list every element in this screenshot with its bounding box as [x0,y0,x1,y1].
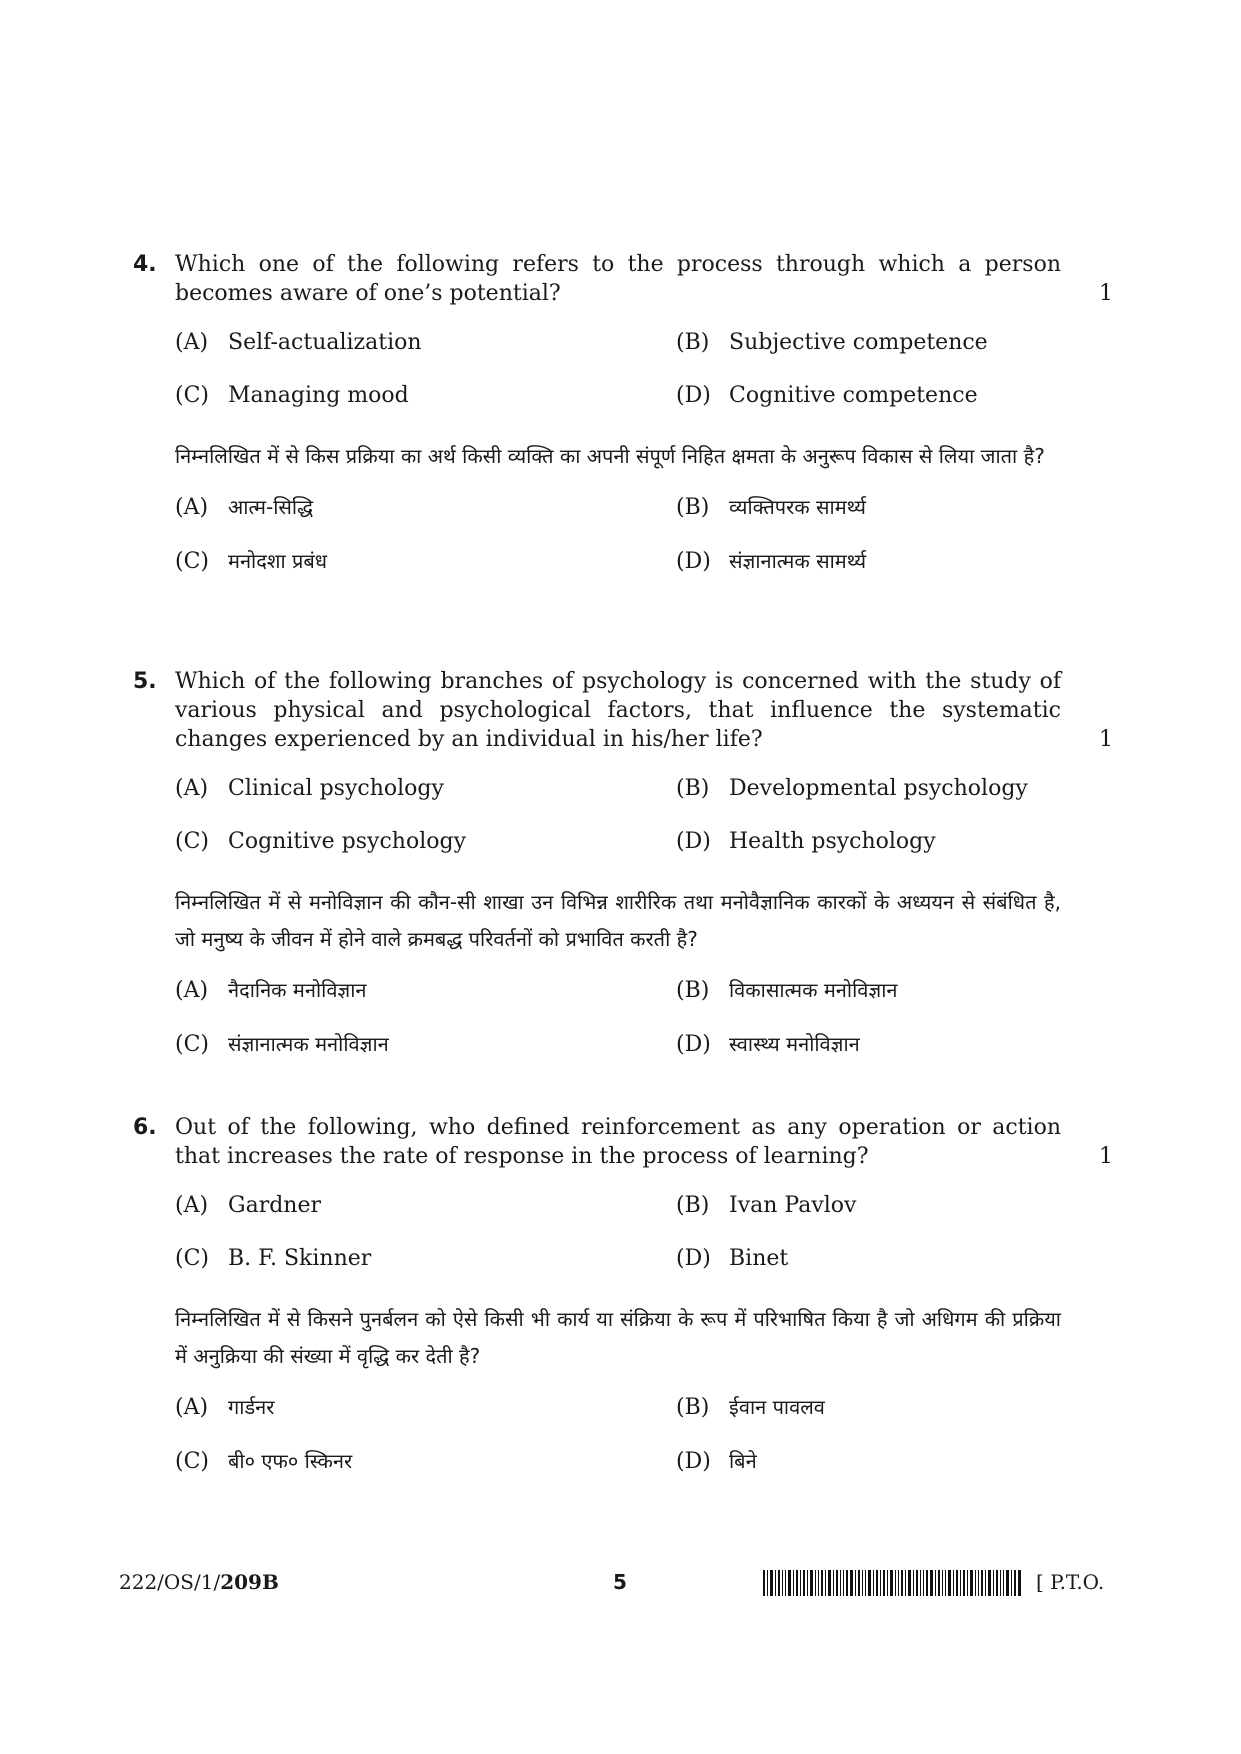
options-english [175,774,1061,856]
question-6 [133,1113,1123,1476]
option-c: (C) B. F. Skinner [175,1246,372,1271]
options-hindi [175,493,1061,576]
option-c-hindi: (C) संज्ञानात्मक मनोविज्ञान [175,1032,389,1057]
options-english [175,328,1061,410]
option-c-hindi: (C) बी० एफ० स्किनर [175,1449,353,1474]
option-d: (D) Binet [676,1246,789,1271]
page-number: 5 [613,1570,627,1594]
option-b: (B) Developmental psychology [676,776,1028,801]
question-marks: 1 [1099,1144,1113,1169]
question-text-english: Which one of the following refers to the process through which a person becomes aware of one’s potential? [175,252,1061,306]
question-text-hindi: निम्नलिखित में से किसने पुनर्बलन को ऐसे किसी भी कार्य या संक्रिया के रूप में परिभाषित किया है जो अधिगम की प्रक्रिया में अनुक्रिया की संख्या में वृद्धि कर देती है? [175,1307,1061,1368]
options-hindi [175,1393,1061,1476]
question-header [133,667,1123,754]
option-a-hindi: (A) नैदानिक मनोविज्ञान [175,978,367,1003]
option-d: (D) Health psychology [676,829,936,854]
options-hindi [175,976,1061,1059]
page-footer [0,1567,1241,1607]
question-header [133,250,1123,308]
question-marks: 1 [1099,281,1113,306]
question-text-english: Out of the following, who defined reinforcement as any operation or action that increases the rate of response in the process of learning? [175,1115,1061,1169]
option-a: (A) Gardner [175,1193,321,1218]
question-marks: 1 [1099,727,1113,752]
paper-code: 222/OS/1/209B [119,1570,279,1594]
question-text-english: Which of the following branches of psychology is concerned with the study of various physical and psychological factors, that influence the systematic changes experienced by an individual in his/her life? [175,669,1061,752]
option-c: (C) Cognitive psychology [175,829,467,854]
option-b-hindi: (B) विकासात्मक मनोविज्ञान [676,978,898,1003]
option-a-hindi: (A) गार्डनर [175,1395,275,1420]
option-a: (A) Self-actualization [175,330,422,355]
question-4 [133,250,1123,576]
option-d-hindi: (D) स्वास्थ्य मनोविज्ञान [676,1032,860,1057]
question-number: 6. [133,1115,157,1140]
barcode-icon [763,1570,1021,1596]
option-d-hindi: (D) बिने [676,1449,757,1474]
question-text-hindi: निम्नलिखित में से मनोविज्ञान की कौन-सी शाखा उन विभिन्न शारीरिक तथा मनोवैज्ञानिक कारकों के अध्ययन से संबंधित है, जो मनुष्य के जीवन में होने वाले क्रमबद्ध परिवर्तनों को प्रभावित करती है? [175,890,1061,951]
question-text-hindi: निम्नलिखित में से किस प्रक्रिया का अर्थ किसी व्यक्ति का अपनी संपूर्ण निहित क्षमता के अनुरूप विकास से लिया जाता है? [175,444,1045,468]
options-english [175,1191,1061,1273]
option-b-hindi: (B) व्यक्तिपरक सामर्थ्य [676,495,866,520]
option-c: (C) Managing mood [175,383,409,408]
option-a-hindi: (A) आत्म-सिद्धि [175,495,314,520]
question-header [133,1113,1123,1171]
question-number: 5. [133,669,157,694]
question-number: 4. [133,252,157,277]
option-b: (B) Ivan Pavlov [676,1193,857,1218]
please-turn-over: [ P.T.O. [1036,1570,1105,1594]
option-b-hindi: (B) ईवान पावलव [676,1395,825,1420]
option-d-hindi: (D) संज्ञानात्मक सामर्थ्य [676,549,867,574]
question-5 [133,667,1123,1059]
option-b: (B) Subjective competence [676,330,988,355]
option-c-hindi: (C) मनोदशा प्रबंध [175,549,328,574]
option-a: (A) Clinical psychology [175,776,444,801]
option-d: (D) Cognitive competence [676,383,978,408]
